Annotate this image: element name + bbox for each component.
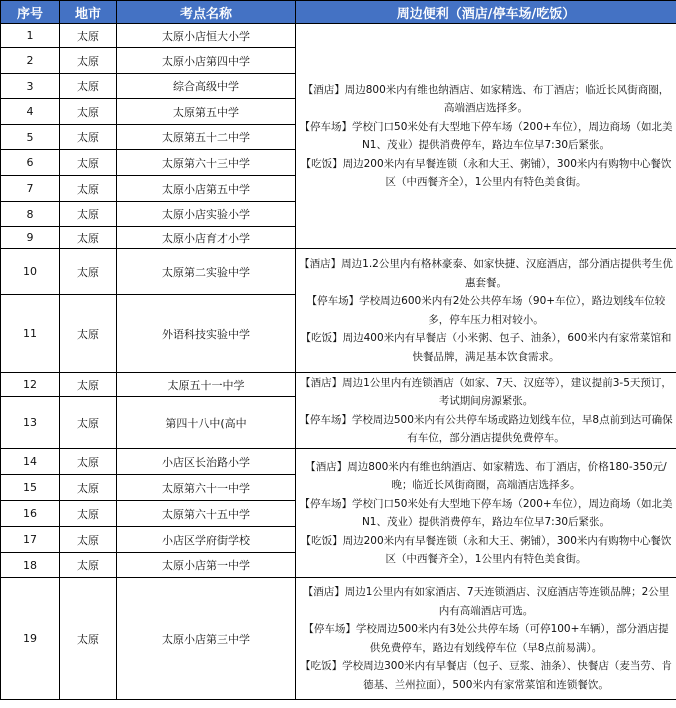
row-no: 14	[1, 449, 60, 475]
row-no: 16	[1, 501, 60, 527]
amenities-group-1	[296, 24, 676, 249]
amenities-group-4	[296, 449, 676, 578]
row-site-name: 太原小店第五中学	[117, 176, 296, 202]
hotel-info: 【酒店】周边1公里内有如家酒店、7天连锁酒店、汉庭酒店等连锁品牌；2公里内有高端酒店可选。	[302, 586, 670, 617]
header-amenities: 周边便利（酒店/停车场/吃饭）	[296, 1, 676, 24]
row-no: 19	[1, 578, 60, 700]
row-city: 太原	[60, 74, 117, 99]
hotel-info: 【酒店】周边800米内有维也纳酒店、如家精选、布丁酒店；临近长风街商圈，高端酒店选择多。	[302, 83, 670, 114]
parking-info: 【停车场】学校周边600米内有2处公共停车场（90+车位），路边划线车位较多，停车压力相对较小。	[306, 295, 666, 326]
hotel-info: 【酒店】周边800米内有维也纳酒店、如家精选、布丁酒店，价格180-350元/晚；临近长风街商圈，高端酒店选择多。	[305, 460, 667, 491]
row-city: 太原	[60, 202, 117, 227]
row-site-name: 太原小店第三中学	[117, 578, 296, 700]
table-row	[1, 249, 676, 295]
row-site-name: 太原小店实验小学	[117, 202, 296, 227]
row-city: 太原	[60, 449, 117, 475]
amenities-group-5	[296, 578, 676, 700]
row-city: 太原	[60, 176, 117, 202]
row-site-name: 第四十八中(高中	[117, 397, 296, 449]
row-site-name: 太原第六十三中学	[117, 150, 296, 176]
row-city: 太原	[60, 553, 117, 578]
row-no: 12	[1, 373, 60, 397]
row-city: 太原	[60, 475, 117, 501]
row-no: 13	[1, 397, 60, 449]
row-city: 太原	[60, 501, 117, 527]
row-no: 3	[1, 74, 60, 99]
row-city: 太原	[60, 527, 117, 553]
row-site-name: 太原小店恒大小学	[117, 24, 296, 48]
row-city: 太原	[60, 125, 117, 150]
row-site-name: 太原第二实验中学	[117, 249, 296, 295]
row-city: 太原	[60, 578, 117, 700]
food-info: 【吃饭】学校周边300米内有早餐店（包子、豆浆、油条）、快餐店（麦当劳、肯德基、兰州拉面），500米内有家常菜馆和连锁餐饮。	[300, 660, 672, 691]
row-site-name: 太原小店第四中学	[117, 48, 296, 74]
row-no: 2	[1, 48, 60, 74]
hotel-info: 【酒店】周边1公里内有连锁酒店（如家、7天、汉庭等），建议提前3-5天预订，考试期间房源紧张。	[300, 376, 672, 407]
row-city: 太原	[60, 373, 117, 397]
table-row	[1, 449, 676, 475]
row-site-name: 太原第六十五中学	[117, 501, 296, 527]
amenities-group-2	[296, 249, 676, 373]
row-no: 15	[1, 475, 60, 501]
header-row	[1, 1, 676, 24]
table-row	[1, 373, 676, 397]
amenities-group-3	[296, 373, 676, 449]
row-site-name: 综合高级中学	[117, 74, 296, 99]
parking-info: 【停车场】学校周边500米内有公共停车场或路边划线车位，早8点前到达可确保有车位，部分酒店提供免费停车。	[299, 413, 673, 444]
food-info: 【吃饭】周边200米内有早餐连锁（永和大王、粥铺），300米内有购物中心餐饮区（中西餐齐全），1公里内有特色美食街。	[300, 534, 672, 565]
row-city: 太原	[60, 150, 117, 176]
header-city: 地市	[60, 1, 117, 24]
row-site-name: 外语科技实验中学	[117, 295, 296, 373]
table-row	[1, 578, 676, 700]
row-no: 17	[1, 527, 60, 553]
row-city: 太原	[60, 48, 117, 74]
header-no: 序号	[1, 1, 60, 24]
row-site-name: 小店区长治路小学	[117, 449, 296, 475]
row-no: 1	[1, 24, 60, 48]
row-site-name: 太原第六十一中学	[117, 475, 296, 501]
food-info: 【吃饭】周边400米内有早餐店（小米粥、包子、油条），600米内有家常菜馆和快餐品牌，满足基本饮食需求。	[300, 332, 672, 363]
row-city: 太原	[60, 99, 117, 125]
row-no: 6	[1, 150, 60, 176]
row-no: 8	[1, 202, 60, 227]
parking-info: 【停车场】学校门口50米处有大型地下停车场（200+车位），周边商场（如北美N1、茂业）提供消费停车，路边车位早7:30后紧张。	[299, 120, 673, 151]
row-city: 太原	[60, 249, 117, 295]
row-no: 9	[1, 227, 60, 249]
row-site-name: 小店区学府街学校	[117, 527, 296, 553]
row-no: 11	[1, 295, 60, 373]
row-city: 太原	[60, 397, 117, 449]
header-site-name: 考点名称	[117, 1, 296, 24]
row-no: 10	[1, 249, 60, 295]
row-site-name: 太原五十一中学	[117, 373, 296, 397]
row-city: 太原	[60, 24, 117, 48]
row-site-name: 太原小店育才小学	[117, 227, 296, 249]
row-site-name: 太原第五中学	[117, 99, 296, 125]
row-no: 4	[1, 99, 60, 125]
row-no: 5	[1, 125, 60, 150]
row-city: 太原	[60, 295, 117, 373]
row-site-name: 太原小店第一中学	[117, 553, 296, 578]
row-city: 太原	[60, 227, 117, 249]
parking-info: 【停车场】学校门口50米处有大型地下停车场（200+车位），周边商场（如北美N1、茂业）提供消费停车，路边车位早7:30后紧张。	[299, 497, 673, 528]
hotel-info: 【酒店】周边1.2公里内有格林豪泰、如家快捷、汉庭酒店，部分酒店提供考生优惠套餐。	[299, 258, 673, 289]
food-info: 【吃饭】周边200米内有早餐连锁（永和大王、粥铺），300米内有购物中心餐饮区（中西餐齐全），1公里内有特色美食街。	[300, 157, 672, 188]
table-row	[1, 24, 676, 48]
row-no: 7	[1, 176, 60, 202]
parking-info: 【停车场】学校周边500米内有3处公共停车场（可停100+车辆），部分酒店提供免费停车，路边有划线停车位（早8点前易满）。	[303, 623, 669, 654]
row-no: 18	[1, 553, 60, 578]
row-site-name: 太原第五十二中学	[117, 125, 296, 150]
